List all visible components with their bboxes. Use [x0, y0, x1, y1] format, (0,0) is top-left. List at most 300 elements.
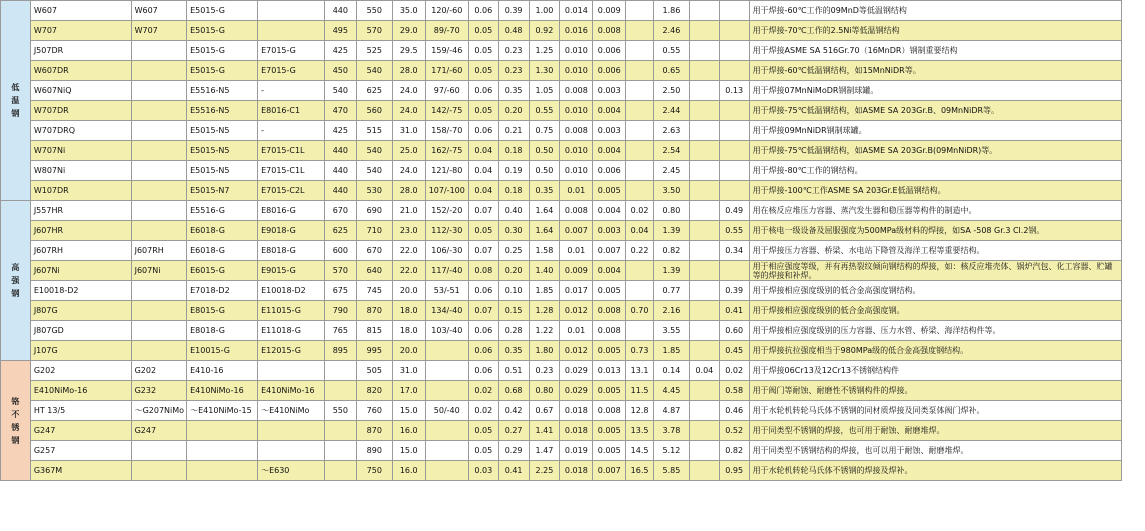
cell-application: 用于焊接-70℃工作的2.5Ni等低温钢结构 [749, 21, 1121, 41]
cell-mo [689, 441, 719, 461]
cell-application: 用于核电一级设备及屈服强度为500MPa级材料的焊接，如SA -508 Gr.3 Cl.2钢。 [749, 221, 1121, 241]
cell-yield-strength: 790 [324, 301, 356, 321]
cell-model: J607HR [30, 221, 131, 241]
cell-model: W607 [30, 1, 131, 21]
cell-v-cu: 0.46 [719, 401, 749, 421]
table-row [1, 201, 1122, 221]
cell-application: 用于焊接抗拉强度相当于980MPa级的低合金高强度钢结构。 [749, 341, 1121, 361]
cell-c: 0.07 [468, 301, 498, 321]
cell-s: 0.016 [560, 21, 593, 41]
cell-v-cu: 0.82 [719, 441, 749, 461]
cell-impact-energy: 53/-51 [425, 281, 468, 301]
cell-si: 0.30 [498, 221, 529, 241]
cell-p: 0.005 [593, 381, 626, 401]
cell-impact-energy [425, 441, 468, 461]
cell-yield-strength: 425 [324, 121, 356, 141]
cell-s: 0.018 [560, 401, 593, 421]
cell-ni: 1.39 [653, 221, 689, 241]
cell-mn: 1.40 [529, 261, 560, 281]
cell-equivalent-model [131, 141, 187, 161]
cell-aws-standard: E12015-G [258, 341, 325, 361]
cell-c: 0.04 [468, 161, 498, 181]
cell-p: 0.005 [593, 341, 626, 361]
cell-yield-strength: 440 [324, 181, 356, 201]
cell-s: 0.01 [560, 241, 593, 261]
cell-impact-energy: 50/-40 [425, 401, 468, 421]
cell-c: 0.05 [468, 41, 498, 61]
cell-s: 0.010 [560, 161, 593, 181]
table-row [1, 421, 1122, 441]
cell-elongation: 16.0 [392, 421, 425, 441]
cell-equivalent-model [131, 221, 187, 241]
cell-si: 0.18 [498, 181, 529, 201]
cell-impact-energy: 107/-100 [425, 181, 468, 201]
cell-yield-strength: 895 [324, 341, 356, 361]
cell-si: 0.48 [498, 21, 529, 41]
cell-ni: 3.78 [653, 421, 689, 441]
cell-mo [689, 241, 719, 261]
cell-aws-standard: E410NiMo-16 [258, 381, 325, 401]
cell-elongation: 15.0 [392, 401, 425, 421]
table-row [1, 161, 1122, 181]
cell-ni: 5.12 [653, 441, 689, 461]
cell-yield-strength: 440 [324, 161, 356, 181]
cell-gb-standard: E410-16 [187, 361, 258, 381]
cell-model: J807GD [30, 321, 131, 341]
cell-p: 0.008 [593, 321, 626, 341]
cell-elongation: 20.0 [392, 341, 425, 361]
cell-s: 0.017 [560, 281, 593, 301]
cell-aws-standard: E11018-G [258, 321, 325, 341]
cell-cr [626, 161, 654, 181]
cell-c: 0.04 [468, 181, 498, 201]
cell-si: 0.20 [498, 101, 529, 121]
cell-p: 0.006 [593, 41, 626, 61]
cell-yield-strength [324, 441, 356, 461]
cell-mo [689, 121, 719, 141]
cell-model: W707DR [30, 101, 131, 121]
cell-gb-standard: E5015-N5 [187, 121, 258, 141]
cell-p: 0.008 [593, 21, 626, 41]
cell-c: 0.06 [468, 281, 498, 301]
cell-elongation: 25.0 [392, 141, 425, 161]
cell-ni: 0.55 [653, 41, 689, 61]
category-label-ss [1, 361, 31, 481]
table-row [1, 41, 1122, 61]
cell-gb-standard [187, 461, 258, 481]
cell-p: 0.003 [593, 121, 626, 141]
cell-mo [689, 141, 719, 161]
cell-mn: 0.75 [529, 121, 560, 141]
cell-equivalent-model [131, 441, 187, 461]
cell-v-cu: 0.02 [719, 361, 749, 381]
cell-elongation: 23.0 [392, 221, 425, 241]
cell-ni: 2.44 [653, 101, 689, 121]
cell-mn: 0.23 [529, 361, 560, 381]
cell-aws-standard: E9015-G [258, 261, 325, 281]
cell-elongation: 28.0 [392, 61, 425, 81]
cell-c: 0.05 [468, 441, 498, 461]
cell-cr: 13.1 [626, 361, 654, 381]
cell-application: 用于焊接压力容器、桥梁、水电站下降管及海洋工程等重要结构。 [749, 241, 1121, 261]
cell-equivalent-model: J607Ni [131, 261, 187, 281]
cell-s: 0.008 [560, 121, 593, 141]
cell-gb-standard: E5516-G [187, 201, 258, 221]
cell-model: G367M [30, 461, 131, 481]
cell-aws-standard: E7015-C2L [258, 181, 325, 201]
cell-cr: 11.5 [626, 381, 654, 401]
cell-yield-strength: 570 [324, 261, 356, 281]
cell-p: 0.007 [593, 241, 626, 261]
cell-mn: 1.80 [529, 341, 560, 361]
cell-application: 用于焊接-75℃低温钢结构，如ASME SA 203Gr.B、09MnNiDR等。 [749, 101, 1121, 121]
cell-gb-standard: E6018-G [187, 241, 258, 261]
cell-ni: 2.16 [653, 301, 689, 321]
cell-v-cu: 0.52 [719, 421, 749, 441]
cell-c: 0.06 [468, 321, 498, 341]
cell-model: J607Ni [30, 261, 131, 281]
cell-elongation: 28.0 [392, 181, 425, 201]
cell-application: 用于水轮机转轮马氏体不锈钢的焊接及焊补。 [749, 461, 1121, 481]
cell-cr: 13.5 [626, 421, 654, 441]
cell-gb-standard: E5015-G [187, 61, 258, 81]
cell-ni: 3.50 [653, 181, 689, 201]
cell-yield-strength [324, 381, 356, 401]
cell-mo [689, 21, 719, 41]
cell-impact-energy: 117/-40 [425, 261, 468, 281]
cell-v-cu [719, 161, 749, 181]
cell-elongation: 15.0 [392, 441, 425, 461]
cell-tensile-strength: 560 [356, 101, 392, 121]
cell-cr [626, 81, 654, 101]
cell-equivalent-model: W707 [131, 21, 187, 41]
cell-s: 0.018 [560, 421, 593, 441]
cell-mn: 0.50 [529, 141, 560, 161]
cell-tensile-strength: 515 [356, 121, 392, 141]
cell-mo [689, 201, 719, 221]
cell-mn: 1.58 [529, 241, 560, 261]
cell-c: 0.06 [468, 341, 498, 361]
cell-cr [626, 21, 654, 41]
category-label-low [1, 1, 31, 201]
cell-c: 0.05 [468, 421, 498, 441]
cell-mn: 1.64 [529, 221, 560, 241]
cell-p: 0.013 [593, 361, 626, 381]
cell-mo [689, 101, 719, 121]
cell-elongation: 17.0 [392, 381, 425, 401]
cell-s: 0.01 [560, 321, 593, 341]
cell-v-cu: 0.58 [719, 381, 749, 401]
cell-mo [689, 281, 719, 301]
cell-cr [626, 121, 654, 141]
cell-equivalent-model [131, 281, 187, 301]
cell-equivalent-model [131, 81, 187, 101]
cell-gb-standard: E5015-N7 [187, 181, 258, 201]
cell-c: 0.05 [468, 61, 498, 81]
cell-tensile-strength: 890 [356, 441, 392, 461]
cell-model: HT 13/5 [30, 401, 131, 421]
cell-application: 用于焊接ASME SA 516Gr.70（16MnDR）钢制重要结构 [749, 41, 1121, 61]
cell-application: 用于焊接-80℃工作的钢结构。 [749, 161, 1121, 181]
cell-equivalent-model: W607 [131, 1, 187, 21]
cell-s: 0.012 [560, 341, 593, 361]
cell-equivalent-model [131, 181, 187, 201]
cell-impact-energy: 112/-30 [425, 221, 468, 241]
cell-impact-energy: 97/-60 [425, 81, 468, 101]
table-row [1, 141, 1122, 161]
cell-model: G202 [30, 361, 131, 381]
cell-equivalent-model: ～G207NiMo [131, 401, 187, 421]
cell-si: 0.68 [498, 381, 529, 401]
category-text: 低温钢 [11, 83, 20, 118]
cell-si: 0.15 [498, 301, 529, 321]
cell-tensile-strength: 525 [356, 41, 392, 61]
cell-application: 用于焊接-60℃低温钢结构，如15MnNiDR等。 [749, 61, 1121, 81]
cell-equivalent-model [131, 461, 187, 481]
cell-p: 0.004 [593, 261, 626, 281]
cell-tensile-strength: 870 [356, 301, 392, 321]
cell-ni: 1.85 [653, 341, 689, 361]
cell-yield-strength: 675 [324, 281, 356, 301]
cell-si: 0.51 [498, 361, 529, 381]
cell-s: 0.029 [560, 361, 593, 381]
cell-equivalent-model [131, 321, 187, 341]
cell-aws-standard [258, 441, 325, 461]
cell-application: 用于焊接相应强度级别的低合金高强度钢结构。 [749, 281, 1121, 301]
cell-model: E10018-D2 [30, 281, 131, 301]
cell-impact-energy [425, 341, 468, 361]
cell-elongation: 29.0 [392, 21, 425, 41]
cell-s: 0.029 [560, 381, 593, 401]
cell-s: 0.010 [560, 41, 593, 61]
category-label-high [1, 201, 31, 361]
cell-mn: 0.80 [529, 381, 560, 401]
cell-p: 0.009 [593, 1, 626, 21]
cell-yield-strength [324, 421, 356, 441]
cell-tensile-strength: 505 [356, 361, 392, 381]
cell-si: 0.23 [498, 41, 529, 61]
cell-si: 0.29 [498, 441, 529, 461]
cell-v-cu [719, 181, 749, 201]
cell-elongation: 35.0 [392, 1, 425, 21]
cell-mo [689, 321, 719, 341]
cell-c: 0.06 [468, 361, 498, 381]
cell-impact-energy: 89/-70 [425, 21, 468, 41]
cell-yield-strength: 440 [324, 141, 356, 161]
cell-mn: 1.64 [529, 201, 560, 221]
cell-s: 0.010 [560, 141, 593, 161]
table-row [1, 461, 1122, 481]
cell-mo [689, 261, 719, 281]
table-row [1, 121, 1122, 141]
cell-c: 0.02 [468, 401, 498, 421]
cell-model: W707 [30, 21, 131, 41]
cell-si: 0.21 [498, 121, 529, 141]
cell-si: 0.23 [498, 61, 529, 81]
cell-equivalent-model [131, 301, 187, 321]
cell-aws-standard: E8018-G [258, 241, 325, 261]
cell-ni: 2.46 [653, 21, 689, 41]
cell-aws-standard: - [258, 121, 325, 141]
cell-model: W707Ni [30, 141, 131, 161]
cell-aws-standard: E10018-D2 [258, 281, 325, 301]
cell-aws-standard: E11015-G [258, 301, 325, 321]
cell-application: 用于焊接09MnNiDR钢制球罐。 [749, 121, 1121, 141]
cell-p: 0.004 [593, 141, 626, 161]
cell-tensile-strength: 870 [356, 421, 392, 441]
cell-aws-standard: E7015-G [258, 61, 325, 81]
cell-s: 0.018 [560, 461, 593, 481]
cell-tensile-strength: 750 [356, 461, 392, 481]
cell-equivalent-model: G202 [131, 361, 187, 381]
cell-gb-standard: E5015-G [187, 41, 258, 61]
cell-aws-standard [258, 421, 325, 441]
cell-mn: 0.92 [529, 21, 560, 41]
cell-yield-strength: 540 [324, 81, 356, 101]
cell-cr: 0.04 [626, 221, 654, 241]
cell-impact-energy: 103/-40 [425, 321, 468, 341]
cell-model: W607NiQ [30, 81, 131, 101]
cell-model: W607DR [30, 61, 131, 81]
cell-equivalent-model: G232 [131, 381, 187, 401]
cell-model: J557HR [30, 201, 131, 221]
cell-yield-strength: 450 [324, 61, 356, 81]
cell-tensile-strength: 690 [356, 201, 392, 221]
cell-gb-standard: E6018-G [187, 221, 258, 241]
cell-v-cu [719, 61, 749, 81]
cell-cr: 12.8 [626, 401, 654, 421]
cell-si: 0.25 [498, 241, 529, 261]
table-row [1, 1, 1122, 21]
category-text: 高强钢 [11, 263, 20, 298]
cell-application: 用于焊接07MnNiMoDR钢制球罐。 [749, 81, 1121, 101]
cell-impact-energy: 159/-46 [425, 41, 468, 61]
cell-cr: 16.5 [626, 461, 654, 481]
cell-application: 用于水轮机转轮马氏体不锈钢的同材质焊接及同类泵体阀门焊补。 [749, 401, 1121, 421]
cell-mo [689, 61, 719, 81]
cell-impact-energy: 106/-30 [425, 241, 468, 261]
cell-equivalent-model [131, 341, 187, 361]
cell-v-cu: 0.13 [719, 81, 749, 101]
cell-ni: 2.50 [653, 81, 689, 101]
cell-yield-strength: 625 [324, 221, 356, 241]
cell-cr: 0.02 [626, 201, 654, 221]
table-row [1, 361, 1122, 381]
cell-gb-standard: E5516-N5 [187, 81, 258, 101]
cell-ni: 3.55 [653, 321, 689, 341]
cell-s: 0.008 [560, 81, 593, 101]
cell-mo [689, 221, 719, 241]
cell-aws-standard: E7015-C1L [258, 161, 325, 181]
cell-equivalent-model [131, 121, 187, 141]
cell-mn: 1.28 [529, 301, 560, 321]
cell-impact-energy: 121/-80 [425, 161, 468, 181]
cell-mo [689, 81, 719, 101]
cell-cr: 0.73 [626, 341, 654, 361]
cell-s: 0.019 [560, 441, 593, 461]
cell-equivalent-model: J607RH [131, 241, 187, 261]
cell-mo [689, 161, 719, 181]
cell-tensile-strength: 540 [356, 61, 392, 81]
cell-application: 用于焊接06Cr13及12Cr13不锈钢结构件 [749, 361, 1121, 381]
cell-impact-energy: 162/-75 [425, 141, 468, 161]
cell-elongation: 21.0 [392, 201, 425, 221]
table-row [1, 21, 1122, 41]
table-row [1, 301, 1122, 321]
cell-yield-strength [324, 461, 356, 481]
cell-application: 用于焊接相应强度级别的低合金高强度钢。 [749, 301, 1121, 321]
cell-gb-standard [187, 421, 258, 441]
cell-impact-energy: 171/-60 [425, 61, 468, 81]
cell-model: J507DR [30, 41, 131, 61]
cell-model: G257 [30, 441, 131, 461]
cell-ni: 2.54 [653, 141, 689, 161]
cell-cr: 0.70 [626, 301, 654, 321]
cell-si: 0.27 [498, 421, 529, 441]
cell-aws-standard: E9018-G [258, 221, 325, 241]
cell-tensile-strength: 815 [356, 321, 392, 341]
cell-elongation: 24.0 [392, 81, 425, 101]
cell-p: 0.005 [593, 181, 626, 201]
cell-mn: 1.85 [529, 281, 560, 301]
cell-application: 用于阀门等耐蚀、耐磨性不锈钢构件的焊接。 [749, 381, 1121, 401]
cell-impact-energy [425, 381, 468, 401]
cell-gb-standard: E6015-G [187, 261, 258, 281]
cell-cr [626, 141, 654, 161]
cell-tensile-strength: 550 [356, 1, 392, 21]
cell-si: 0.35 [498, 81, 529, 101]
cell-elongation: 18.0 [392, 301, 425, 321]
cell-tensile-strength: 995 [356, 341, 392, 361]
cell-v-cu [719, 261, 749, 281]
cell-tensile-strength: 625 [356, 81, 392, 101]
cell-aws-standard: E7015-C1L [258, 141, 325, 161]
cell-cr [626, 181, 654, 201]
cell-mo: 0.04 [689, 361, 719, 381]
cell-si: 0.20 [498, 261, 529, 281]
cell-ni: 1.39 [653, 261, 689, 281]
cell-c: 0.05 [468, 221, 498, 241]
cell-elongation: 20.0 [392, 281, 425, 301]
cell-mo [689, 381, 719, 401]
cell-v-cu: 0.49 [719, 201, 749, 221]
cell-model: W807Ni [30, 161, 131, 181]
cell-aws-standard: ～E410NiMo [258, 401, 325, 421]
cell-gb-standard: E8015-G [187, 301, 258, 321]
cell-cr: 0.22 [626, 241, 654, 261]
cell-c: 0.06 [468, 1, 498, 21]
table-row [1, 61, 1122, 81]
cell-equivalent-model [131, 161, 187, 181]
cell-mn: 1.22 [529, 321, 560, 341]
table-row [1, 321, 1122, 341]
cell-ni: 0.82 [653, 241, 689, 261]
cell-cr [626, 61, 654, 81]
cell-application: 用于同类型不锈钢的焊接，也可用于耐蚀、耐磨堆焊。 [749, 421, 1121, 441]
cell-elongation: 24.0 [392, 161, 425, 181]
cell-v-cu: 0.45 [719, 341, 749, 361]
cell-s: 0.012 [560, 301, 593, 321]
cell-mo [689, 461, 719, 481]
cell-aws-standard: E8016-G [258, 201, 325, 221]
cell-aws-standard: E8016-C1 [258, 101, 325, 121]
cell-v-cu [719, 1, 749, 21]
cell-gb-standard [187, 441, 258, 461]
cell-model: G247 [30, 421, 131, 441]
cell-c: 0.03 [468, 461, 498, 481]
cell-cr [626, 321, 654, 341]
cell-model: W707DRQ [30, 121, 131, 141]
